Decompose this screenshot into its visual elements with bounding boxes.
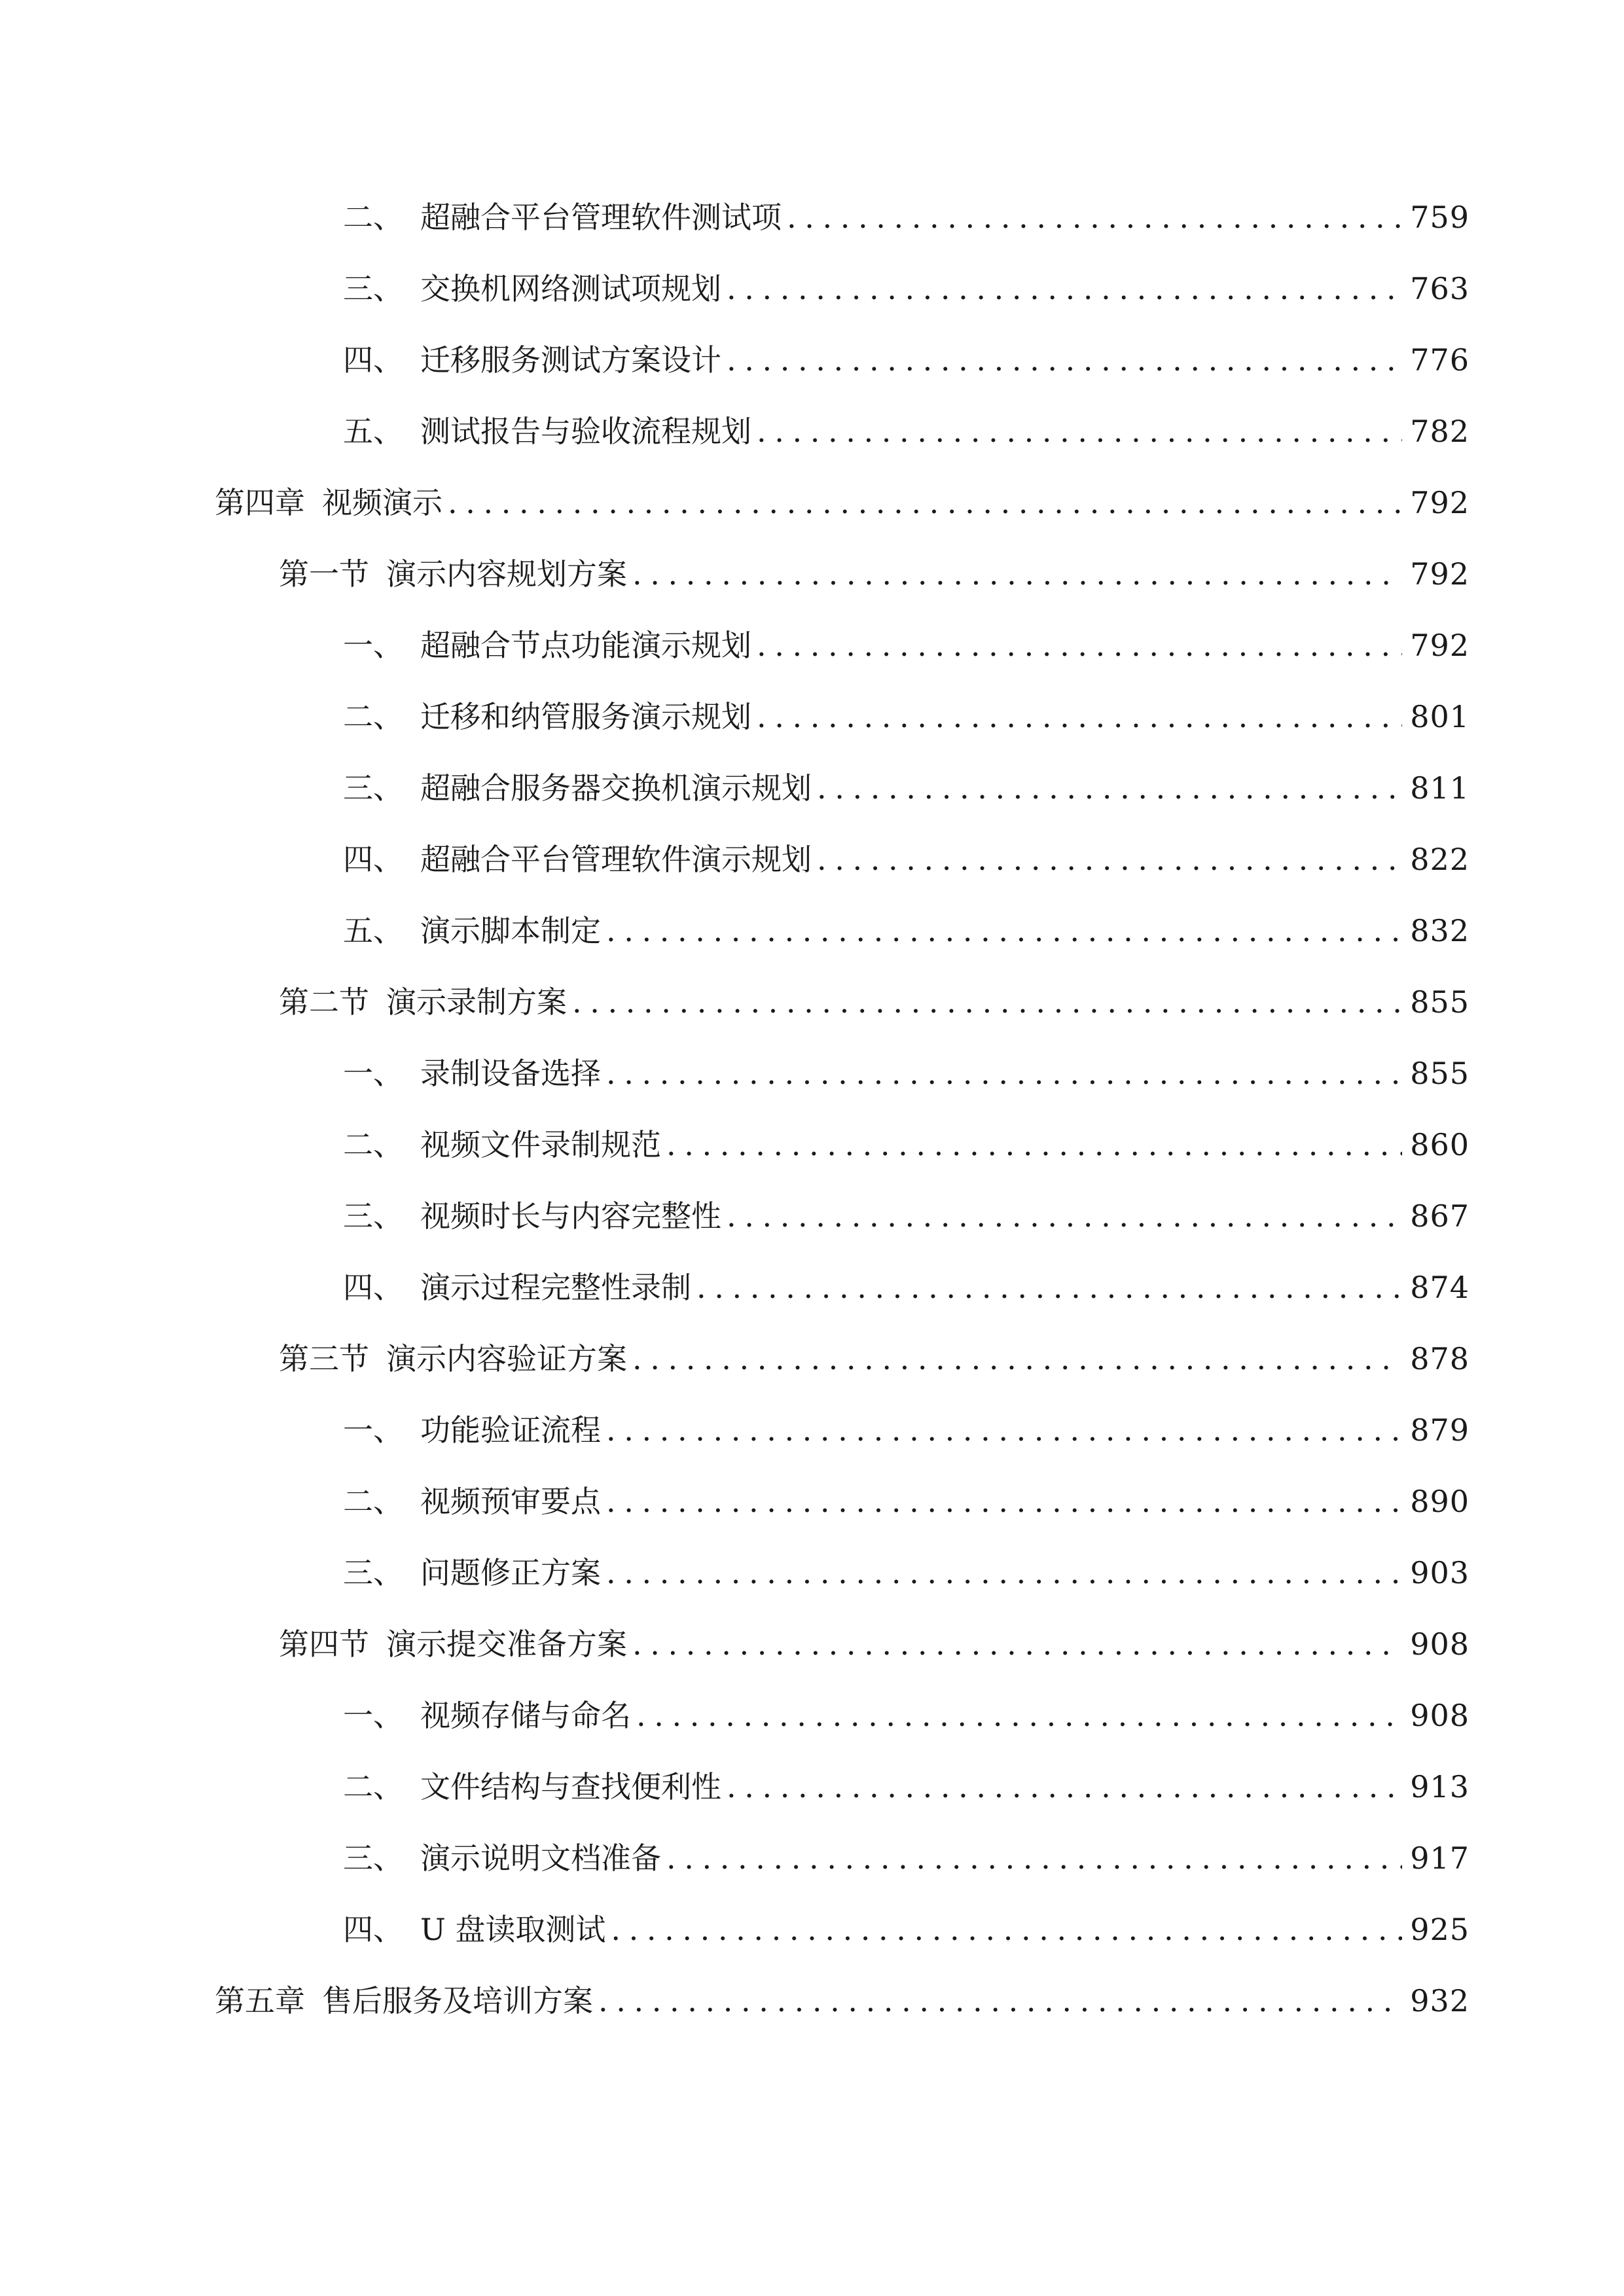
toc-entry-number: 四、 [343,1270,403,1305]
toc-entry-number: 二、 [343,699,403,734]
toc-entry-title: 录制设备选择 [420,1056,601,1091]
toc-entry-title: 演示内容规划方案 [386,556,627,592]
toc-entry-title: 演示过程完整性录制 [420,1270,691,1305]
toc-dot-leader [727,334,1402,386]
toc-entry-page: 759 [1410,200,1470,235]
toc-entry[interactable] [343,1119,1470,1171]
toc-entry[interactable] [343,334,1470,386]
toc-entry-section[interactable] [279,548,1470,600]
toc-entry[interactable] [343,405,1470,457]
toc-entry-number: 二、 [343,200,403,235]
toc-entry-number: 五、 [343,913,403,948]
toc-entry-page: 878 [1410,1341,1470,1376]
toc-entry[interactable] [343,1903,1470,1956]
toc-entry-page: 917 [1410,1840,1470,1876]
toc-entry-number: 三、 [343,271,403,306]
toc-entry-page: 908 [1410,1626,1470,1662]
toc-dot-leader [727,1761,1402,1813]
toc-entry-page: 822 [1410,842,1470,877]
toc-dot-leader [448,476,1402,529]
toc-entry-title: 演示录制方案 [386,984,567,1020]
toc-entry[interactable] [343,262,1470,315]
toc-entry-section[interactable] [279,976,1470,1028]
toc-entry[interactable] [343,762,1470,814]
toc-dot-leader [606,1475,1402,1528]
toc-entry-chapter[interactable] [215,476,1470,529]
toc-entry-page: 782 [1410,414,1470,449]
toc-entry[interactable] [343,691,1470,743]
toc-entry-title: 功能验证流程 [420,1412,601,1448]
toc-entry-page: 792 [1410,485,1470,520]
toc-entry[interactable] [343,191,1470,243]
toc-entry-title: 演示说明文档准备 [420,1840,661,1876]
toc-entry-number: 第三节 [279,1341,369,1376]
toc-entry-page: 903 [1410,1555,1470,1590]
toc-entry-page: 932 [1410,1983,1470,2018]
toc-dot-leader [606,905,1402,957]
toc-dot-leader [632,1618,1402,1670]
toc-entry[interactable] [343,905,1470,957]
toc-entry-page: 811 [1410,770,1470,806]
toc-entry-number: 三、 [343,1840,403,1876]
toc-entry-number: 三、 [343,1198,403,1234]
toc-entry[interactable] [343,1547,1470,1599]
toc-dot-leader [757,619,1402,672]
toc-entry-title: 迁移服务测试方案设计 [420,342,721,378]
toc-dot-leader [606,1404,1402,1456]
toc-entry-number: 第二节 [279,984,369,1020]
toc-entry-number: 四、 [343,842,403,877]
toc-entry-page: 890 [1410,1484,1470,1519]
toc-entry-title: 迁移和纳管服务演示规划 [420,699,751,734]
toc-entry-title: 视频演示 [322,485,442,520]
toc-entry-number: 一、 [343,1412,403,1448]
toc-entry-title: 演示提交准备方案 [386,1626,627,1662]
toc-entry-page: 763 [1410,271,1470,306]
toc-entry-page: 855 [1410,1056,1470,1091]
toc-entry-number: 二、 [343,1127,403,1162]
toc-entry-title: 超融合平台管理软件演示规划 [420,842,812,877]
toc-entry-title: 文件结构与查找便利性 [420,1769,721,1804]
toc-entry-title: 超融合服务器交换机演示规划 [420,770,812,806]
toc-entry-title: 视频预审要点 [420,1484,601,1519]
toc-entry[interactable] [343,1047,1470,1100]
toc-entry-page: 801 [1410,699,1470,734]
toc-entry-number: 三、 [343,1555,403,1590]
toc-dot-leader [787,191,1402,243]
toc-dot-leader [606,1547,1402,1599]
toc-dot-leader [817,833,1402,886]
toc-entry-page: 867 [1410,1198,1470,1234]
toc-dot-leader [757,691,1402,743]
toc-entry-title: 视频文件录制规范 [420,1127,661,1162]
toc-entry[interactable] [343,1261,1470,1314]
toc-entry-title: U 盘读取测试 [420,1912,606,1947]
toc-entry-section[interactable] [279,1333,1470,1385]
toc-entry-number: 第四章 [215,485,305,520]
toc-entry-page: 792 [1410,628,1470,663]
toc-entry-number: 第四节 [279,1626,369,1662]
toc-entry-page: 855 [1410,984,1470,1020]
toc-entry[interactable] [343,619,1470,672]
toc-entry-page: 908 [1410,1698,1470,1733]
toc-entry-title: 交换机网络测试项规划 [420,271,721,306]
toc-entry-title: 问题修正方案 [420,1555,601,1590]
toc-dot-leader [572,976,1402,1028]
toc-dot-leader [757,405,1402,457]
toc-entry-number: 三、 [343,770,403,806]
toc-entry-number: 一、 [343,1698,403,1733]
toc-dot-leader [632,548,1402,600]
toc-entry-section[interactable] [279,1618,1470,1670]
toc-entry[interactable] [343,833,1470,886]
toc-entry-chapter[interactable] [215,1975,1470,2027]
toc-dot-leader [727,262,1402,315]
toc-entry-title: 演示内容验证方案 [386,1341,627,1376]
toc-entry-number: 一、 [343,1056,403,1091]
toc-entry-page: 832 [1410,913,1470,948]
toc-entry[interactable] [343,1404,1470,1456]
toc-dot-leader [696,1261,1402,1314]
toc-entry-title: 售后服务及培训方案 [322,1983,593,2018]
toc-entry-title: 视频时长与内容完整性 [420,1198,721,1234]
toc-dot-leader [632,1333,1402,1385]
toc-entry-number: 二、 [343,1769,403,1804]
toc-dot-leader [666,1832,1402,1884]
toc-entry-title: 演示脚本制定 [420,913,601,948]
toc-entry-title: 超融合节点功能演示规划 [420,628,751,663]
toc-entry-page: 913 [1410,1769,1470,1804]
toc-dot-leader [636,1689,1402,1742]
toc-entry-page: 792 [1410,556,1470,592]
toc-entry-number: 第一节 [279,556,369,592]
toc-entry[interactable] [343,1761,1470,1813]
toc-entry-page: 860 [1410,1127,1470,1162]
toc-entry[interactable] [343,1475,1470,1528]
toc-entry-page: 879 [1410,1412,1470,1448]
toc-dot-leader [598,1975,1402,2027]
toc-dot-leader [727,1190,1402,1242]
toc-entry-number: 四、 [343,1912,403,1947]
toc-dot-leader [611,1903,1402,1956]
toc-entry-title: 视频存储与命名 [420,1698,631,1733]
toc-entry-page: 874 [1410,1270,1470,1305]
toc-entry[interactable] [343,1190,1470,1242]
toc-entry-number: 四、 [343,342,403,378]
toc-entry-page: 925 [1410,1912,1470,1947]
toc-entry-title: 超融合平台管理软件测试项 [420,200,782,235]
toc-dot-leader [606,1047,1402,1100]
toc-entry-number: 五、 [343,414,403,449]
toc-entry-number: 二、 [343,1484,403,1519]
toc-entry-number: 第五章 [215,1983,305,2018]
toc-entry-page: 776 [1410,342,1470,378]
toc-entry[interactable] [343,1832,1470,1884]
toc-entry-number: 一、 [343,628,403,663]
toc-dot-leader [817,762,1402,814]
toc-entry[interactable] [343,1689,1470,1742]
toc-entry-title: 测试报告与验收流程规划 [420,414,751,449]
toc-dot-leader [666,1119,1402,1171]
